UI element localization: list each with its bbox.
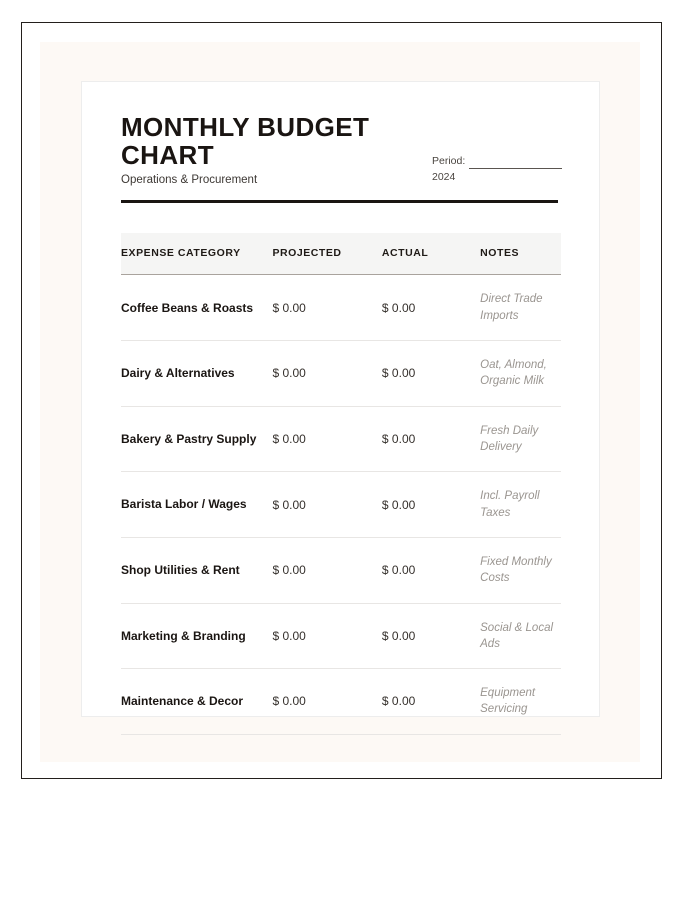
period-year: 2024 bbox=[432, 171, 456, 184]
row-category: Coffee Beans & Roasts bbox=[121, 275, 272, 341]
table-row bbox=[121, 603, 561, 669]
row-actual-amount[interactable]: $ 0.00 bbox=[382, 340, 480, 406]
row-category: Bakery & Pastry Supply bbox=[121, 406, 272, 472]
title-block bbox=[121, 113, 421, 188]
budget-table bbox=[121, 233, 561, 735]
row-actual-amount[interactable]: $ 0.00 bbox=[382, 669, 480, 735]
row-category: Shop Utilities & Rent bbox=[121, 537, 272, 603]
row-projected-amount[interactable]: $ 0.00 bbox=[272, 669, 381, 735]
row-projected-amount[interactable]: $ 0.00 bbox=[272, 406, 381, 472]
page-subtitle: Operations & Procurement bbox=[121, 174, 258, 187]
row-actual-amount[interactable]: $ 0.00 bbox=[382, 603, 480, 669]
table-body bbox=[121, 275, 561, 735]
row-notes: Oat, Almond, Organic Milk bbox=[480, 340, 561, 406]
row-category: Marketing & Branding bbox=[121, 603, 272, 669]
row-actual-amount[interactable]: $ 0.00 bbox=[382, 472, 480, 538]
table-row bbox=[121, 537, 561, 603]
table-row bbox=[121, 275, 561, 341]
row-notes: Fresh Daily Delivery bbox=[480, 406, 561, 472]
row-projected-amount[interactable]: $ 0.00 bbox=[272, 275, 381, 341]
row-category: Maintenance & Decor bbox=[121, 669, 272, 735]
row-notes: Incl. Payroll Taxes bbox=[480, 472, 561, 538]
table-header bbox=[121, 233, 561, 275]
column-header-category: EXPENSE CATEGORY bbox=[121, 233, 272, 275]
row-notes: Equipment Servicing bbox=[480, 669, 561, 735]
row-category: Barista Labor / Wages bbox=[121, 472, 272, 538]
header-divider bbox=[121, 200, 558, 203]
row-actual-amount[interactable]: $ 0.00 bbox=[382, 406, 480, 472]
document-content bbox=[81, 81, 600, 735]
table-row bbox=[121, 340, 561, 406]
row-category: Dairy & Alternatives bbox=[121, 340, 272, 406]
table-row bbox=[121, 472, 561, 538]
row-actual-amount[interactable]: $ 0.00 bbox=[382, 275, 480, 341]
column-header-actual: ACTUAL bbox=[382, 233, 480, 275]
table-header-row bbox=[121, 233, 561, 275]
row-notes: Fixed Monthly Costs bbox=[480, 537, 561, 603]
row-projected-amount[interactable]: $ 0.00 bbox=[272, 603, 381, 669]
column-header-projected: PROJECTED bbox=[272, 233, 381, 275]
row-notes: Social & Local Ads bbox=[480, 603, 561, 669]
period-field[interactable] bbox=[432, 153, 562, 169]
period-block bbox=[432, 153, 562, 186]
row-projected-amount[interactable]: $ 0.00 bbox=[272, 472, 381, 538]
table-row bbox=[121, 669, 561, 735]
page-title: MONTHLY BUDGET CHART bbox=[121, 112, 370, 171]
row-notes: Direct Trade Imports bbox=[480, 275, 561, 341]
column-header-notes: NOTES bbox=[480, 233, 561, 275]
row-projected-amount[interactable]: $ 0.00 bbox=[272, 537, 381, 603]
table-row bbox=[121, 406, 561, 472]
row-actual-amount[interactable]: $ 0.00 bbox=[382, 537, 480, 603]
document-header bbox=[121, 113, 560, 188]
row-projected-amount[interactable]: $ 0.00 bbox=[272, 340, 381, 406]
period-label: Period: bbox=[432, 155, 466, 167]
period-input-rule[interactable] bbox=[469, 159, 562, 169]
